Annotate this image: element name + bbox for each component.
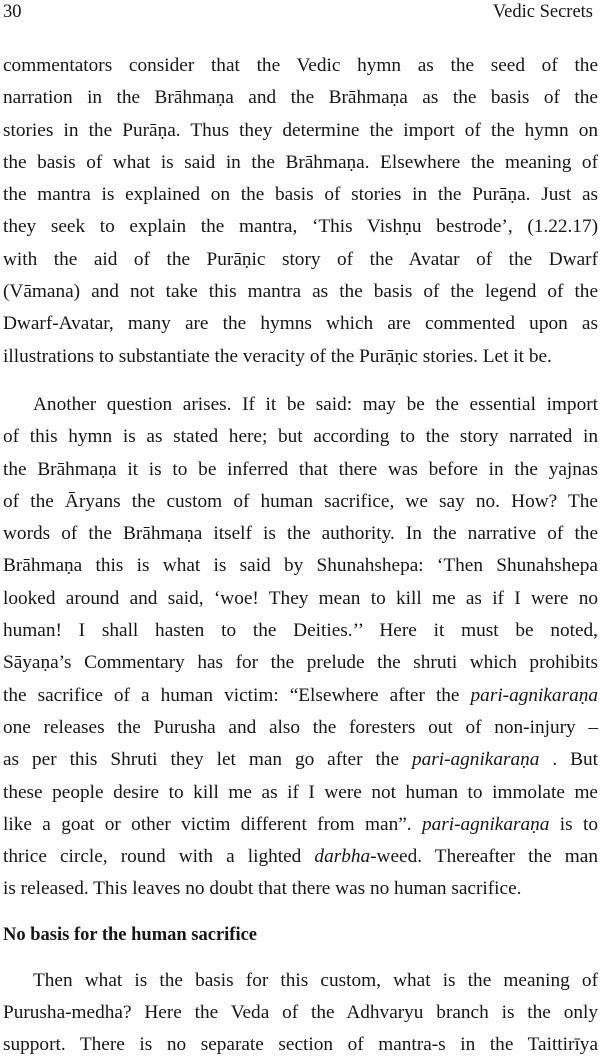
text-line: Sāyaṇa’s Commentary has for the prelude the shruti which prohibits <box>3 652 598 674</box>
text-line: Another question arises. If it be said: may be the essential import <box>33 393 598 415</box>
text-line <box>3 809 598 841</box>
paragraph <box>3 50 598 373</box>
text-line: these people desire to kill me as if I were not human to immolate me <box>3 781 598 803</box>
text-segment: is to <box>549 813 599 835</box>
text-line <box>3 680 598 712</box>
text-segment: -weed. Thereafter the man <box>370 846 598 868</box>
text-line: of this hymn is as stated here; but according to the story narrated in <box>3 426 598 448</box>
text-line: words of the Brāhmaṇa itself is the authority. In the narrative of the <box>3 523 598 545</box>
running-head <box>3 0 593 24</box>
text-line: illustrations to substantiate the veracity of the Purāṇic stories. Let it be. <box>3 345 552 367</box>
text-line: support. There is no separate section of mantra-s in the Taittirīya <box>3 1034 598 1056</box>
text-line: stories in the Purāṇa. Thus they determine the import of the hymn on <box>3 119 598 141</box>
italic-term: pari-agnikaraṇa <box>470 684 598 706</box>
text-segment: the sacrifice of a human victim: “Elsewhere after the <box>3 684 471 706</box>
italic-term: darbha <box>314 846 371 868</box>
text-line: (Vāmana) and not take this mantra as the basis of the legend of the <box>3 281 598 303</box>
italic-term: pari-agnikaraṇa <box>421 813 550 835</box>
page-number: 30 <box>3 2 22 22</box>
text-line <box>3 486 598 518</box>
body-text <box>3 50 598 1062</box>
paragraph <box>3 389 598 906</box>
text-segment: thrice circle, round with a lighted <box>3 846 315 868</box>
text-line: Brāhmaṇa this is what is said by Shunahshepa: ‘Then Shunahshepa <box>3 555 598 577</box>
text-line: Then what is the basis for this custom, what is the meaning of <box>33 969 598 991</box>
text-line: Dwarf-Avatar, many are the hymns which are commented upon as <box>3 313 598 335</box>
italic-term: pari-agnikaraṇa <box>411 749 540 771</box>
text-line: commentators consider that the Vedic hymn as the seed of the <box>3 55 598 76</box>
text-segment: of the Āryans the custom of human sacrifice, we say no. How? <box>3 490 558 512</box>
text-segment: like a goat or other victim different from man”. <box>3 813 422 835</box>
text-line: is released. This leaves no doubt that there was no human sacrifice. <box>3 878 522 900</box>
text-line <box>3 744 598 776</box>
text-line: looked around and said, ‘woe! They mean to kill me as if I were no <box>3 587 598 609</box>
text-line <box>3 841 598 873</box>
text-line: narration in the Brāhmaṇa and the Brāhmaṇa as the basis of the <box>3 87 598 109</box>
paragraph <box>3 965 598 1062</box>
text-line: with the aid of the Purāṇic story of the Avatar of the Dwarf <box>3 248 598 270</box>
text-line: one releases the Purusha and also the foresters out of non-injury – <box>3 716 598 738</box>
text-line: the mantra is explained on the basis of stories in the Purāṇa. Just as <box>3 184 598 206</box>
text-segment: The <box>557 490 598 512</box>
text-line: Purusha-medha? Here the Veda of the Adhvaryu branch is the only <box>3 1002 598 1024</box>
text-line: human! I shall hasten to the Deities.’’ Here it must be noted, <box>3 620 598 642</box>
paragraph-spacer <box>3 373 598 389</box>
text-line: the basis of what is said in the Brāhmaṇa. Elsewhere the meaning of <box>3 151 598 173</box>
text-segment: as per this Shruti they let man go after the <box>3 749 412 771</box>
text-segment: . But <box>539 749 598 771</box>
text-line: the Brāhmaṇa it is to be inferred that there was before in the yajnas <box>3 458 598 480</box>
text-line: they seek to explain the mantra, ‘This Vishṇu bestrode’, (1.22.17) <box>3 216 598 238</box>
section-heading: No basis for the human sacrifice <box>3 924 258 945</box>
running-title: Vedic Secrets <box>492 2 593 22</box>
